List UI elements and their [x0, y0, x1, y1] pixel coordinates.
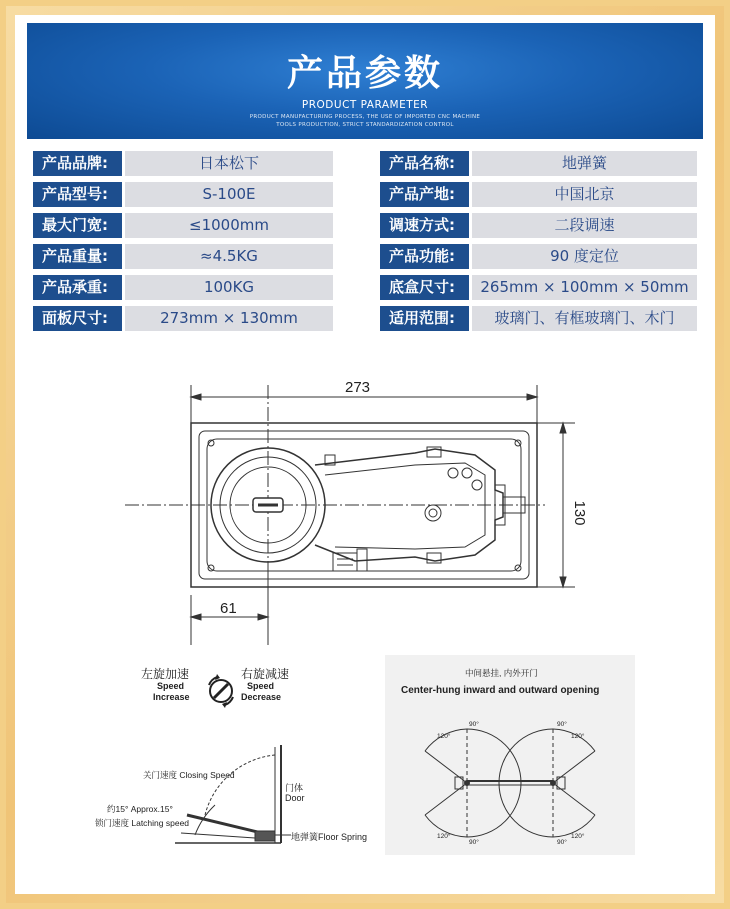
- page-title: 产品参数: [286, 53, 443, 94]
- spec-value: 二段调速: [472, 213, 697, 238]
- header-banner: [27, 23, 703, 139]
- spec-value: 90 度定位: [472, 244, 697, 269]
- opening-direction-diagram: [385, 655, 635, 855]
- spec-row: [380, 213, 697, 238]
- spec-row: [380, 306, 697, 331]
- opening-title-en: Center-hung inward and outward opening: [401, 685, 600, 696]
- speed-decrease-en-1: Speed: [247, 681, 275, 691]
- spec-value: 中国北京: [472, 182, 697, 207]
- dimension-width: 273: [345, 379, 371, 396]
- spec-row: [33, 244, 333, 269]
- spec-row: [33, 306, 333, 331]
- spec-label: 产品功能:: [380, 244, 469, 269]
- spec-row: [380, 151, 697, 176]
- angle-label-120: 120°: [437, 833, 451, 840]
- speed-adjustment-diagram: [95, 655, 395, 855]
- spec-value: S-100E: [125, 182, 333, 207]
- adjust-knob-icon: [203, 673, 239, 709]
- spec-value: 100KG: [125, 275, 333, 300]
- angle-label-90: 90°: [557, 839, 567, 846]
- speed-increase-en-1: Speed: [157, 681, 185, 691]
- spec-label: 产品名称:: [380, 151, 469, 176]
- angle-label-90: 90°: [469, 839, 479, 846]
- page-content: [15, 15, 715, 894]
- spec-row: [380, 275, 697, 300]
- spec-row: [380, 244, 697, 269]
- spec-row: [33, 213, 333, 238]
- spec-label: 产品承重:: [33, 275, 122, 300]
- spec-value: 日本松下: [125, 151, 333, 176]
- door-label-cn: 门体: [285, 783, 304, 793]
- spec-row: [33, 275, 333, 300]
- angle-label-90: 90°: [469, 721, 479, 728]
- spec-value: 地弹簧: [472, 151, 697, 176]
- spec-label: 最大门宽:: [33, 213, 122, 238]
- spec-label: 适用范围:: [380, 306, 469, 331]
- speed-increase-cn: 左旋加速: [141, 667, 190, 681]
- door-label-en: Door: [285, 793, 305, 803]
- header-small-text-1: PRODUCT MANUFACTURING PROCESS, THE USE OF IMPORTED CNC MACHINE: [249, 114, 481, 120]
- spec-label: 产品型号:: [33, 182, 122, 207]
- speed-increase-en-2: Increase: [153, 692, 190, 702]
- closing-speed-label: 关门速度 Closing Speed: [143, 770, 235, 780]
- spec-label: 产品重量:: [33, 244, 122, 269]
- dimension-height: 130: [571, 500, 588, 526]
- dimension-offset: 61: [220, 600, 237, 617]
- angle-label-120: 120°: [571, 733, 585, 740]
- spec-label: 调速方式:: [380, 213, 469, 238]
- door-swing-diagram: [385, 711, 635, 855]
- speed-decrease-en-2: Decrease: [241, 692, 282, 702]
- spec-value: ≤1000mm: [125, 213, 333, 238]
- latching-speed-label: 锁门速度 Latching speed: [95, 818, 190, 828]
- opening-title-cn: 中间悬挂, 内外开门: [465, 668, 538, 678]
- angle-label-120: 120°: [437, 733, 451, 740]
- spec-label: 底盒尺寸:: [380, 275, 469, 300]
- spec-value: ≈4.5KG: [125, 244, 333, 269]
- page-subtitle: PRODUCT PARAMETER: [301, 99, 429, 111]
- floor-spring-technical-drawing: [15, 365, 715, 665]
- floor-spring-label: 地弹簧Floor Spring: [291, 832, 368, 842]
- spec-label: 产品产地:: [380, 182, 469, 207]
- angle-label-90: 90°: [557, 721, 567, 728]
- spec-row: [33, 182, 333, 207]
- spec-value: 273mm × 130mm: [125, 306, 333, 331]
- spec-value: 265mm × 100mm × 50mm: [472, 275, 697, 300]
- spec-row: [33, 151, 333, 176]
- speed-decrease-cn: 右旋减速: [241, 667, 290, 681]
- approx-angle-label: 约15° Approx.15°: [107, 804, 173, 814]
- spec-label: 面板尺寸:: [33, 306, 122, 331]
- spec-row: [380, 182, 697, 207]
- page-frame: [6, 6, 724, 903]
- spec-value: 玻璃门、有框玻璃门、木门: [472, 306, 697, 331]
- header-small-text-2: TOOLS PRODUCTION, STRICT STANDARDIZATION CONTROL: [276, 122, 454, 128]
- spec-label: 产品品牌:: [33, 151, 122, 176]
- angle-label-120: 120°: [571, 833, 585, 840]
